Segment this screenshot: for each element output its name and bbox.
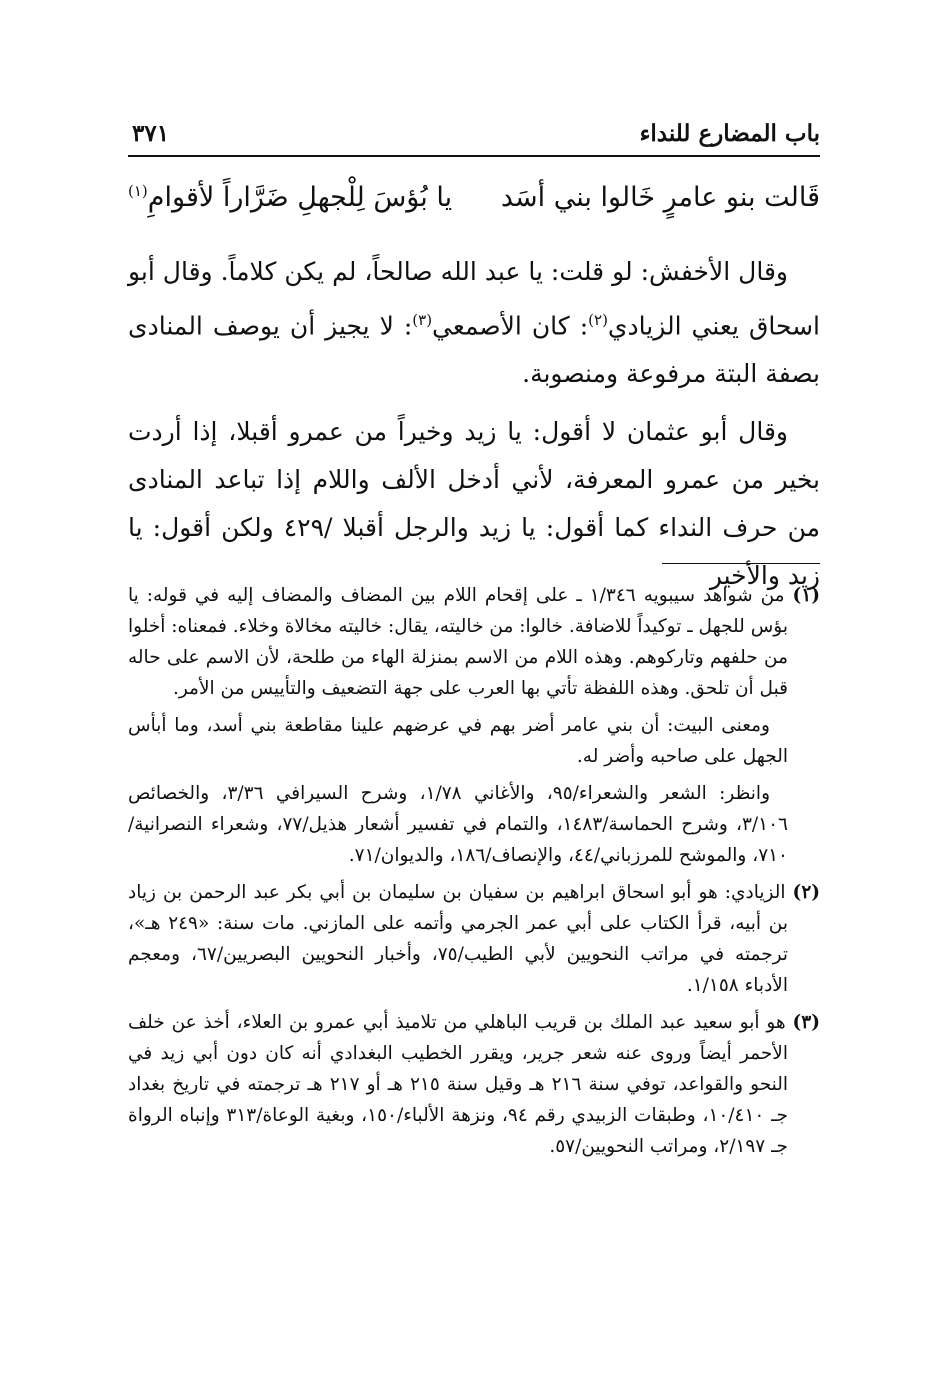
- running-title: باب المضارع للنداء: [639, 120, 820, 147]
- paragraph-akhfash: [128, 248, 820, 398]
- main-text: [128, 248, 820, 610]
- header-rule: [128, 155, 820, 157]
- footnote-3-text: هو أبو سعيد عبد الملك بن قريب الباهلي من تلاميذ أبي عمرو بن العلاء، أخذ عن خلف الأحمر أيضاً وروى عنه شعر جرير، ويقرر الخطيب البغدادي أنه كان دون أبي زيد في النحو والقواعد، توفي سنة ٢١٦ هـ وقيل سنة ٢١٥ هـ أو ٢١٧ هـ ترجمته في تاريخ بغداد جـ ١٠/٤١٠، وطبقات الزبيدي رقم ٩٤، ونزهة الألباء/١٥٠، وبغية الوعاة/٣١٣ وإنباه الرواة جـ ٢/١٩٧، ومراتب النحويين/٥٧.: [128, 1012, 788, 1157]
- verse-first-text: قَالت بنو عامرٍ خَالوا بني أسَد: [500, 182, 820, 213]
- footnote-2-text: الزيادي: هو أبو اسحاق ابراهيم بن سفيان بن سليمان بن أبي بكر عبد الرحمن بن زياد بن أبيه، قرأ الكتاب على أبي عمر الجرمي وأتمه على المازني. مات سنة: «٢٤٩ هـ»، ترجمته في مراتب النحويين لأبي الطيب/٧٥، وأخبار النحويين البصريين/٦٧، ومعجم الأدباء ١/١٥٨.: [128, 882, 789, 996]
- paragraph-akhfash-text-b: : كان الأصمعي: [432, 311, 589, 341]
- footnote-2: [128, 877, 820, 1001]
- verse-first-hemistich: [501, 182, 820, 213]
- footnote-3: [128, 1007, 820, 1162]
- footnote-reference-1[interactable]: (١): [128, 182, 148, 200]
- verse-second-text: يا بُؤسَ لِلْجهلِ ضَرَّاراً لأقوامِ: [147, 182, 453, 213]
- paragraph-akhfash-text-a: وقال الأخفش: لو قلت: يا عبد الله صالحاً، لم يكن كلاماً. وقال أبو اسحاق يعني الزيادي: [128, 257, 820, 341]
- footnote-reference-2[interactable]: (٢): [588, 311, 608, 329]
- page-header: [128, 118, 820, 154]
- paragraph-akhfash-text-c: : لا يجيز أن يوصف المنادى بصفة البتة مرفوعة ومنصوبة.: [128, 311, 820, 389]
- footnotes: [128, 580, 820, 1168]
- footnote-separator: [662, 563, 820, 564]
- footnote-3-number: (٣): [792, 1012, 820, 1033]
- footnote-1: [128, 580, 820, 704]
- paragraph-abu-uthman: وقال أبو عثمان لا أقول: يا زيد وخيراً من عمرو أقبلا، إذا أردت بخير من عمرو المعرفة، لأني أدخل الألف واللام إذا تباعد المنادى من حرف النداء كما أقول: يا زيد والرجل أقبلا /٤٢٩ ولكن أقول: يا زيد والأخير: [128, 417, 820, 591]
- footnote-reference-3[interactable]: (٣): [412, 311, 433, 329]
- footnote-2-number: (٢): [792, 882, 821, 903]
- footnote-1-text: من شواهد سيبويه ١/٣٤٦ ـ على إقحام اللام بين المضاف والمضاف إليه في قوله: يا بؤس للجهل ـ توكيداً للاضافة. خالوا: من خاليته، يقال: خاليته مخالاة وخلاء. فمعناه: أخلوا من حلفهم وتاركوهم. وهذه اللام من الاسم بمنزلة الهاء من طلحة، لأن الاسم على حاله قبل أن تلحق. وهذه اللفظة تأتي بها العرب على جهة التضعيف والتأييس من الأمر.: [128, 585, 788, 699]
- footnote-1-sources: وانظر: الشعر والشعراء/٩٥، والأغاني ١/٧٨، وشرح السيرافي ٣/٣٦، والخصائص ٣/١٠٦، وشرح الحماسة/١٤٨٣، والتمام في تفسير أشعار هذيل/٧٧، وشعراء النصرانية/٧١٠، والموشح للمرزباني/٤٤، والإنصاف/١٨٦، والديوان/٧١.: [128, 783, 788, 866]
- footnote-1-meaning: ومعنى البيت: أن بني عامر أضر بهم في عرضهم علينا مقاطعة بني أسد، وما أبأس الجهل على صاحبه وأضر له.: [128, 715, 788, 767]
- poetry-verse: [128, 174, 820, 234]
- footnote-1-number: (١): [792, 585, 820, 606]
- verse-second-hemistich: [128, 182, 452, 213]
- page-number: ٣٧١: [132, 120, 170, 147]
